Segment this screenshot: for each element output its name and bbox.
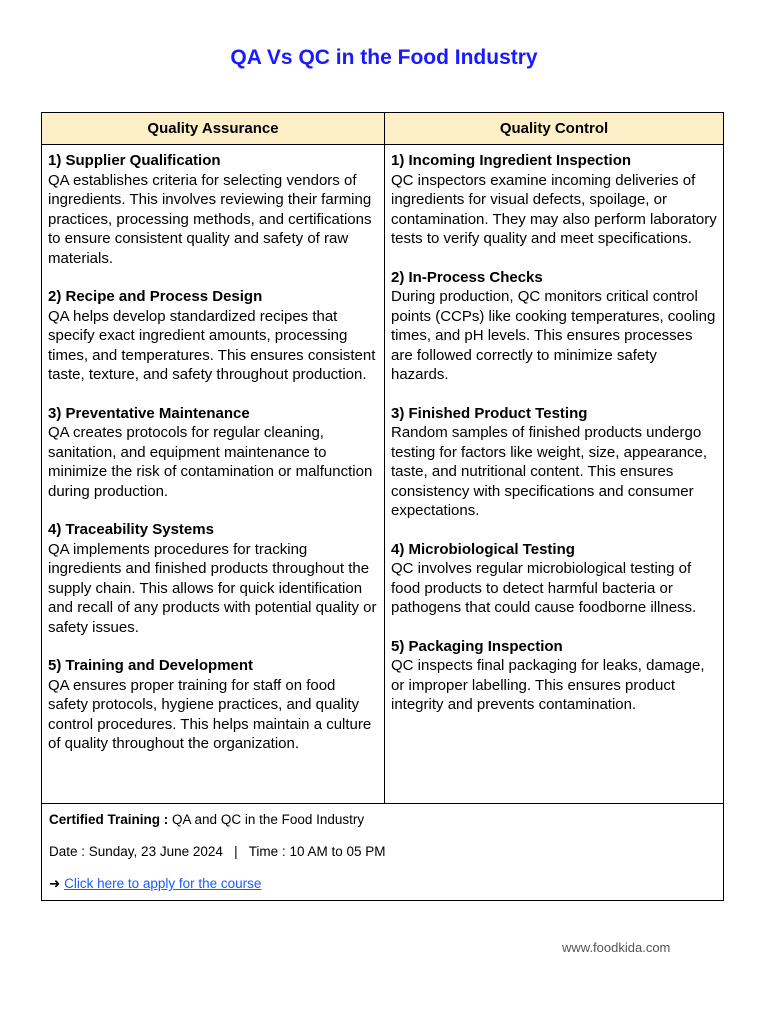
qa-item-desc: QA implements procedures for tracking ingredients and finished products throughout the supply chain. This allows for quick identification and recall of any products with potential quality or safety issues.: [48, 540, 377, 636]
qc-item-title: 3) Finished Product Testing: [391, 404, 588, 422]
qa-item: [48, 151, 378, 268]
course-info-panel: [42, 804, 724, 901]
qc-item-title: 5) Packaging Inspection: [391, 637, 563, 655]
qc-item: [391, 404, 717, 521]
qc-item-title: 1) Incoming Ingredient Inspection: [391, 152, 632, 169]
qa-column: [42, 145, 385, 804]
qa-item-title: 2) Recipe and Process Design: [48, 288, 263, 305]
qc-item: [391, 540, 717, 618]
apply-course-link[interactable]: Click here to apply for the course: [64, 876, 262, 891]
qc-column: [385, 145, 724, 804]
qa-item-desc: QA creates protocols for regular cleaning, sanitation, and equipment maintenance to minimize the risk of contamination or malfunction during production.: [48, 424, 373, 500]
apply-line: [49, 868, 716, 900]
qc-item-desc: QC inspectors examine incoming deliveries of ingredients for visual defects, spoilage, or contamination. They may also perform laboratory tests to verify quality and meet specifications.: [391, 171, 717, 247]
qa-item-desc: QA ensures proper training for staff on food safety protocols, hygiene practices, and quality control procedures. This helps maintain a culture of quality throughout the organization.: [48, 676, 372, 752]
comparison-table: [41, 112, 724, 901]
qc-item-title: 4) Microbiological Testing: [391, 540, 575, 558]
schedule-line: [49, 836, 716, 868]
qa-item: [48, 656, 378, 754]
site-url: www.foodkida.com: [562, 940, 671, 955]
qc-item-desc: QC inspects final packaging for leaks, damage, or improper labelling. This ensures product integrity and prevents contamination.: [391, 657, 705, 713]
date-text: Date : Sunday, 23 June 2024: [49, 844, 223, 859]
footer-row: [42, 804, 724, 901]
qa-item: [48, 287, 378, 385]
qa-item-title: 4) Traceability Systems: [48, 521, 214, 538]
qc-item-desc: During production, QC monitors critical control points (CCPs) like cooking temperatures, cooling times, and pH levels. This ensures processes are followed correctly to minimize safety hazards.: [391, 288, 716, 383]
qc-column-header: Quality Control: [385, 113, 724, 145]
qa-item-desc: QA helps develop standardized recipes that specify exact ingredient amounts, processing times, and temperatures. This ensures consistent taste, texture, and safety throughout production.: [48, 307, 376, 383]
qa-column-header: Quality Assurance: [42, 113, 385, 145]
training-value: QA and QC in the Food Industry: [172, 812, 365, 827]
training-line: [49, 804, 716, 836]
schedule-separator: |: [234, 844, 238, 859]
time-text: Time : 10 AM to 05 PM: [248, 844, 386, 859]
qa-item-title: 5) Training and Development: [48, 657, 254, 674]
table-header-row: [42, 113, 724, 145]
qc-item: [391, 151, 717, 249]
qa-item: [48, 404, 378, 502]
qc-item-desc: QC involves regular microbiological testing of food products to detect harmful bacteria or pathogens that could cause foodborne illness.: [391, 560, 697, 616]
table-body-row: [42, 145, 724, 804]
qc-item: [391, 637, 717, 715]
qc-item-desc: Random samples of finished products undergo testing for factors like weight, size, appearance, taste, and nutritional content. This ensures consistency with specifications and consumer expectations.: [391, 424, 707, 519]
training-label: Certified Training :: [49, 812, 169, 827]
qa-item: [48, 520, 378, 637]
page-title: QA Vs QC in the Food Industry: [230, 46, 538, 69]
arrow-right-icon: ➜: [49, 876, 61, 891]
qa-item-desc: QA establishes criteria for selecting vendors of ingredients. This involves reviewing their farming practices, processing methods, and certifications to ensure consistent quality and safety of raw materials.: [48, 171, 372, 267]
qa-item-title: 1) Supplier Qualification: [48, 152, 221, 169]
qa-item-title: 3) Preventative Maintenance: [48, 404, 250, 422]
qc-item-title: 2) In-Process Checks: [391, 268, 543, 286]
qc-item: [391, 268, 717, 385]
